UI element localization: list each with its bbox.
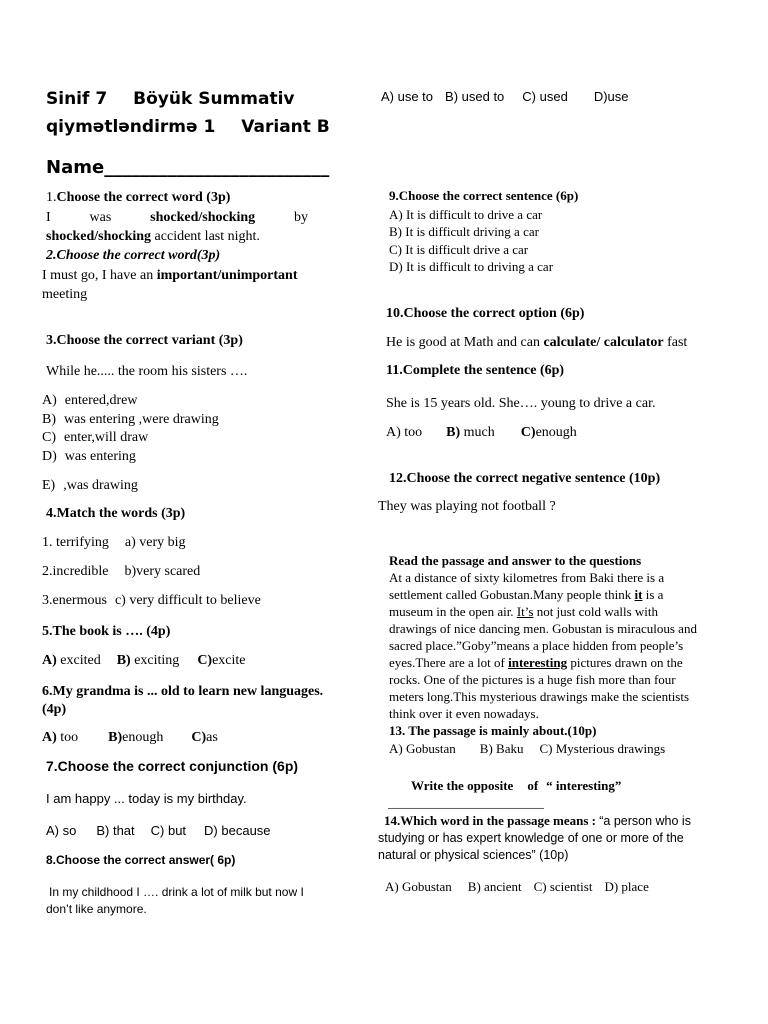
q5-title: 5.The book is …. (4p): [42, 624, 171, 639]
q4-row-1: 1. terrifying a) very big: [42, 535, 186, 550]
q6-title-line-1: 6.My grandma is ... old to learn new languages.: [42, 684, 324, 699]
q1-line-1: I was shocked/shocking by: [46, 210, 309, 225]
q4-row-2: 2.incredible b)very scared: [42, 564, 201, 579]
q12-title: 12.Choose the correct negative sentence (10p): [389, 471, 661, 486]
q3-sentence: While he..... the room his sisters ….: [46, 364, 248, 379]
q9-title: 9.Choose the correct sentence (6p): [389, 188, 579, 203]
q3-option-b: B) was entering ,were drawing: [42, 412, 219, 427]
q14-title: 14.Which word in the passage means : “a person who is: [384, 813, 691, 828]
q1-line-2: shocked/shocking accident last night.: [46, 229, 260, 244]
q11-options: A) too B) much C)enough: [386, 425, 577, 440]
q14-line-3: natural or physical sciences” (10p): [378, 848, 569, 862]
q2-title: 2.Choose the correct word(3p): [46, 248, 221, 263]
header-line-1: Sinif 7 Böyük Summativ: [46, 89, 295, 109]
q11-sentence: She is 15 years old. She…. young to drive a car.: [386, 396, 656, 411]
q14-options: A) Gobustan B) ancient C) scientist D) place: [385, 879, 649, 894]
passage-line-2: settlement called Gobustan.Many people think it is a: [389, 587, 664, 602]
q9-option-d: D) It is difficult to driving a car: [389, 259, 554, 274]
q9-option-b: B) It is difficult driving a car: [389, 224, 539, 239]
q5-options: A) excited B) exciting C)excite: [42, 653, 246, 668]
q8-options: A) use to B) used to C) used D)use: [381, 89, 629, 104]
q12-sentence: They was playing not football ?: [378, 499, 556, 514]
header-line-2: qiymətləndirmə 1 Variant B: [46, 117, 330, 137]
passage-line-3: museum in the open air. It’s not just cold walls with: [389, 604, 659, 619]
q3-option-c: C) enter,will draw: [42, 430, 149, 445]
q7-options: A) so B) that C) but D) because: [46, 823, 271, 838]
q2-line-1: I must go, I have an important/unimportant: [42, 268, 298, 283]
q13-options: A) Gobustan B) Baku C) Mysterious drawings: [389, 741, 666, 756]
passage-line-1: At a distance of sixty kilometres from Baki there is a: [389, 570, 665, 585]
passage-line-6: eyes.There are a lot of interesting pictures drawn on the: [389, 655, 683, 670]
passage-line-7: rocks. One of the pictures is a huge fish more than four: [389, 672, 676, 687]
q3-title: 3.Choose the correct variant (3p): [46, 333, 243, 348]
q2-line-2: meeting: [42, 287, 88, 302]
name-field: Name_________________________: [46, 157, 330, 178]
passage-line-8: meters long.This mysterious drawings make the scientists: [389, 689, 690, 704]
q10-title: 10.Choose the correct option (6p): [386, 306, 585, 321]
q7-sentence: I am happy ... today is my birthday.: [46, 791, 247, 806]
q6-options: A) too B)enough C)as: [42, 730, 218, 745]
passage-line-4: drawings of nice dancing men. Gobustan is miraculous and: [389, 621, 697, 636]
q3-option-d: D) was entering: [42, 449, 136, 464]
q14-line-2: studying or has expert knowledge of one or more of the: [378, 831, 684, 845]
q8-line-1: In my childhood I …. drink a lot of milk but now I: [49, 885, 304, 899]
q7-title: 7.Choose the correct conjunction (6p): [46, 758, 299, 774]
q4-row-3: 3.enermous c) very difficult to believe: [42, 593, 261, 608]
q1-title: 1.Choose the correct word (3p): [46, 190, 231, 205]
q9-option-a: A) It is difficult to drive a car: [389, 207, 543, 222]
opposite-prompt: Write the opposite of “ interesting”: [411, 778, 622, 793]
q8-line-2: don’t like anymore.: [46, 902, 147, 916]
passage-title: Read the passage and answer to the questions: [389, 553, 642, 568]
q8-title: 8.Choose the correct answer( 6p): [46, 853, 236, 867]
q10-sentence: He is good at Math and can calculate/ calculator fast: [386, 335, 688, 350]
q6-title-line-2: (4p): [42, 702, 67, 717]
q3-option-a: A) entered,drew: [42, 393, 138, 408]
passage-line-5: sacred place.”Goby”means a place hidden from people’s: [389, 638, 684, 653]
opposite-answer-blank[interactable]: ________________________: [388, 795, 544, 810]
passage-line-9: think over it even nowadays.: [389, 706, 539, 721]
q11-title: 11.Complete the sentence (6p): [386, 363, 565, 378]
q13-title: 13. The passage is mainly about.(10p): [389, 723, 597, 738]
q9-option-c: C) It is difficult drive a car: [389, 242, 529, 257]
q3-option-e: E) ,was drawing: [42, 478, 138, 493]
q4-title: 4.Match the words (3p): [46, 506, 186, 521]
